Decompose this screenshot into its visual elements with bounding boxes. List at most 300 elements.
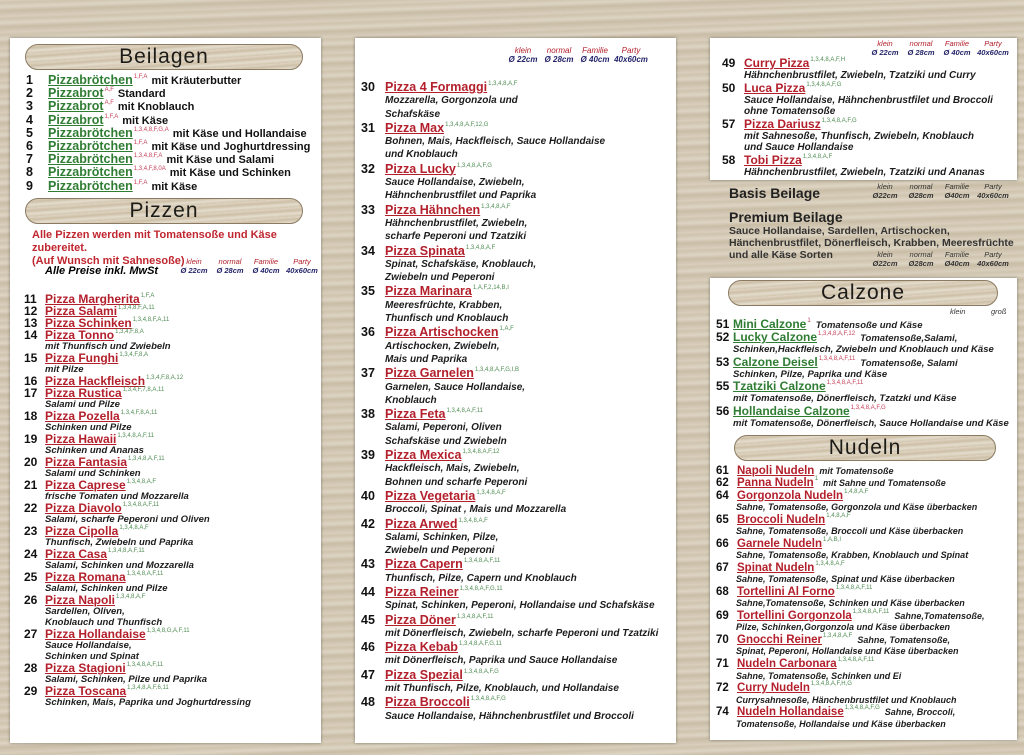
item-inline-desc: Tomatensoße,Salami, xyxy=(860,333,958,344)
allergen-codes: 1,3,4,8,A,F xyxy=(465,244,496,251)
menu-item xyxy=(24,456,251,479)
item-number: 67 xyxy=(716,561,729,574)
allergen-codes: A,F xyxy=(104,87,114,94)
menu-item-line xyxy=(24,628,251,640)
menu-item xyxy=(361,284,658,325)
item-name[interactable]: Curry Nudeln xyxy=(737,682,810,695)
menu-item xyxy=(716,465,985,477)
item-description: mit Pilze xyxy=(45,364,84,375)
allergen-codes: A,F xyxy=(104,100,114,107)
basis-beilage-label: Basis Beilage xyxy=(729,185,821,201)
menu-item-line xyxy=(24,456,251,468)
item-name[interactable]: Pizza Diavolo xyxy=(45,501,122,515)
menu-list xyxy=(716,465,985,731)
item-name[interactable]: Pizza Lucky xyxy=(385,161,456,176)
menu-item xyxy=(24,662,251,685)
item-number: 9 xyxy=(26,178,33,193)
item-number: 18 xyxy=(24,409,38,423)
menu-item-line xyxy=(24,571,251,583)
menu-item-line xyxy=(722,154,993,167)
menu-list xyxy=(26,74,310,193)
item-description: Knoblauch und Thunfisch xyxy=(45,617,163,628)
size-label: Familie xyxy=(582,46,608,55)
item-name[interactable]: Garnele Nudeln xyxy=(737,537,822,550)
item-number: 14 xyxy=(24,328,38,342)
menu-item xyxy=(716,634,985,658)
item-description: Salami und Schinken xyxy=(45,468,141,479)
menu-item-line xyxy=(716,477,985,489)
item-name[interactable]: Pizzabrötchen xyxy=(48,125,133,140)
item-name[interactable]: Tobi Pizza xyxy=(744,152,802,167)
allergen-codes: 1,3,4,8,A,F,G,I,B xyxy=(474,367,519,374)
menu-item-line xyxy=(24,410,251,422)
item-name[interactable]: Spinat Nudeln xyxy=(737,561,815,574)
item-description: Spinat, Peperoni, Hollandaise und Käse überbacken xyxy=(736,646,959,657)
allergen-codes: 1,3,4,8,A,F,G xyxy=(470,696,506,703)
menu-item-line xyxy=(716,562,985,574)
item-name[interactable]: Pizza Vegetaria xyxy=(385,488,476,503)
pizza-note-line: (Auf Wunsch mit Sahnesoße) xyxy=(32,255,185,267)
menu-item xyxy=(716,658,985,682)
item-name[interactable]: Pizzabrötchen xyxy=(48,138,133,153)
item-description: Sahne, Tomatensoße, Gorgonzola und Käse überbacken xyxy=(736,501,978,512)
item-name[interactable]: Pizza Feta xyxy=(385,407,446,422)
item-name[interactable]: Pizza Toscana xyxy=(45,684,127,698)
item-number: 21 xyxy=(24,478,38,492)
item-number: 42 xyxy=(361,516,375,531)
item-description: mit Sahnesoße, Thunfisch, Zwiebeln, Knoblauch xyxy=(744,130,975,142)
item-number: 66 xyxy=(716,537,729,550)
item-name[interactable]: Pizza Max xyxy=(385,120,445,135)
allergen-codes: 1,3,4,8,F,G,A xyxy=(133,126,169,133)
item-number: 46 xyxy=(361,640,375,655)
item-description: Schinken, Mais, Paprika und Joghurtdressing xyxy=(45,697,251,708)
size-label: normal xyxy=(909,182,933,191)
menu-item xyxy=(24,628,251,662)
menu-item xyxy=(24,479,251,502)
item-number: 57 xyxy=(722,116,736,131)
allergen-codes: 1,4,8,A,F xyxy=(844,488,869,495)
item-number: 62 xyxy=(716,477,729,490)
item-name[interactable]: Pizza Reiner xyxy=(385,584,459,599)
item-number: 68 xyxy=(716,585,729,598)
item-description: Salami, Schinken und Mozzarella xyxy=(45,560,194,571)
item-number: 64 xyxy=(716,489,729,502)
menu-item-line xyxy=(722,118,993,131)
allergen-codes: 1,3,4,8,A,F,11 xyxy=(122,502,160,508)
size-value: Ø 28cm xyxy=(907,48,935,57)
size-value: Ø40cm xyxy=(944,259,970,268)
menu-item xyxy=(361,80,658,121)
item-name[interactable]: Pizza Hähnchen xyxy=(385,202,481,217)
item-name[interactable]: Pizza Casa xyxy=(45,547,108,561)
menu-item-line xyxy=(722,57,993,70)
item-number: 44 xyxy=(361,584,375,599)
item-name[interactable]: Curry Pizza xyxy=(744,56,810,70)
item-name[interactable]: Pizza Cipolla xyxy=(45,524,119,538)
item-name[interactable]: Pizza Pozella xyxy=(45,409,120,423)
item-description: Hähnchenbrustfilet, Zwiebeln, Tzatziki und Ananas xyxy=(744,166,985,178)
allergen-codes: 1,4,8,A,F xyxy=(826,512,851,519)
item-name[interactable]: Pizza Rustica xyxy=(45,386,122,400)
size-label: Familie xyxy=(253,257,279,266)
menu-item xyxy=(716,380,1009,405)
item-description: Salami, Peperoni, Oliven xyxy=(385,422,502,434)
item-name[interactable]: Pizza Spinata xyxy=(385,243,465,258)
item-name[interactable]: Pizza Schinken xyxy=(45,316,132,330)
menu-item-line xyxy=(716,356,1009,369)
item-name[interactable]: Pizza Romana xyxy=(45,570,126,584)
section-banner-nudeln: Nudeln xyxy=(734,435,996,461)
item-number: 17 xyxy=(24,386,38,400)
menu-item xyxy=(361,121,658,162)
item-number: 20 xyxy=(24,455,38,469)
item-name[interactable]: Calzone Deisel xyxy=(733,354,818,369)
item-number: 52 xyxy=(716,330,730,344)
size-value: Ø28cm xyxy=(908,191,934,200)
size-column xyxy=(541,46,577,64)
size-label: Party xyxy=(984,250,1002,259)
allergen-codes: 1,3,4,F,8,A,11 xyxy=(120,410,158,416)
item-name[interactable]: Pizzabrötchen xyxy=(48,178,133,193)
item-number: 61 xyxy=(716,465,729,477)
allergen-codes: 1,F,A xyxy=(104,113,119,120)
menu-item xyxy=(716,356,1009,381)
allergen-codes: 1,3,4,8,A,F,11 xyxy=(826,380,864,386)
item-number: 43 xyxy=(361,557,375,572)
size-column xyxy=(939,39,975,57)
item-name[interactable]: Pizza Capern xyxy=(385,557,463,572)
item-name[interactable]: Pizza Garnelen xyxy=(385,366,474,381)
menu-item-line xyxy=(361,585,658,599)
item-name[interactable]: Hollandaise Calzone xyxy=(733,403,850,418)
menu-item xyxy=(361,695,658,723)
right-top-panel xyxy=(710,38,1017,180)
item-number: 22 xyxy=(24,501,38,515)
item-number: 7 xyxy=(26,152,33,167)
item-description: Sauce Hollandaise, xyxy=(45,640,132,651)
menu-item xyxy=(722,82,993,118)
size-label: Party xyxy=(293,257,311,266)
item-description: Sahne, Tomatensoße, Schinken und Ei xyxy=(736,670,902,681)
item-inline-desc: mit Kräuterbutter xyxy=(151,75,242,87)
menu-item xyxy=(24,525,251,548)
item-description: Zwiebeln und Peperoni xyxy=(385,545,495,557)
item-name[interactable]: Pizza Mexica xyxy=(385,448,462,463)
allergen-codes: 1,3,4,8,A,F,G xyxy=(806,81,842,88)
menu-item xyxy=(24,329,251,352)
menu-item-line xyxy=(24,352,251,364)
item-name[interactable]: Napoli Nudeln xyxy=(737,465,815,477)
item-number: 25 xyxy=(24,570,38,584)
allergen-codes: 1,3,4,F,8,0A xyxy=(133,166,166,173)
item-description: Sauce Hollandaise, Hähnchenbrustfilet und Broccoli xyxy=(385,710,634,722)
item-number: 33 xyxy=(361,202,375,217)
premium-beilage-label: Premium Beilage xyxy=(729,209,843,225)
allergen-codes: 1,3,4,8,A,F,G,11 xyxy=(458,641,502,648)
item-description: und Sauce Hollandaise xyxy=(744,142,854,153)
item-description: Salami, Schinken und Pilze xyxy=(45,583,168,594)
item-name[interactable]: Nudeln Carbonara xyxy=(737,658,837,671)
allergen-codes: 1,3,4,8,A,F,11 xyxy=(126,571,164,577)
item-number: 50 xyxy=(722,80,736,95)
item-name[interactable]: Pizzabrot xyxy=(48,112,104,127)
allergen-codes: 1,3,4,8,A,F,H xyxy=(810,57,846,63)
item-description: Schafskäse und Zwiebeln xyxy=(385,435,507,447)
menu-list xyxy=(24,293,251,708)
allergen-codes: 1,3,4,8,A,F,G xyxy=(850,404,886,411)
item-name[interactable]: Tzatziki Calzone xyxy=(733,379,826,393)
menu-item-line xyxy=(361,557,658,571)
menu-item-line xyxy=(361,489,658,503)
size-value: Ø28cm xyxy=(908,259,934,268)
menu-item-line xyxy=(716,682,985,694)
menu-item-line xyxy=(24,502,251,514)
menu-item-line xyxy=(716,331,1009,344)
item-name[interactable]: Pizza Döner xyxy=(385,612,456,627)
section-banner-calzone: Calzone xyxy=(728,280,998,306)
allergen-codes: 1,3,4,8,A,F,12 xyxy=(818,331,856,337)
menu-item xyxy=(24,410,251,433)
menu-item xyxy=(361,517,658,558)
item-description: Broccoli, Spinat , Mais und Mozzarella xyxy=(385,504,567,516)
allergen-codes: 1,3,4,8,A,F,11 xyxy=(446,408,484,415)
allergen-codes: 1,3,4,8,A,F,11 xyxy=(117,433,154,439)
item-name[interactable]: Pizzabrötchen xyxy=(48,165,133,180)
item-description: Artischocken, Zwiebeln, xyxy=(385,340,500,352)
allergen-codes: 1,3,4,8,A,F xyxy=(815,560,845,567)
item-name[interactable]: Pizzabrötchen xyxy=(48,73,133,87)
allergen-codes: 1,3,4,8,A,F,11 xyxy=(852,609,890,616)
item-name[interactable]: Gnocchi Reiner xyxy=(737,634,822,647)
item-name[interactable]: Nudeln Hollandaise xyxy=(737,706,844,719)
menu-item-line xyxy=(716,634,985,646)
item-name[interactable]: Tortellini Al Forno xyxy=(737,585,835,598)
item-name[interactable]: Pizza Dariusz xyxy=(744,116,821,131)
size-label-klein: klein xyxy=(950,307,966,316)
item-number: 47 xyxy=(361,667,375,682)
item-name[interactable]: Pizza Salami xyxy=(45,304,118,318)
item-description: Schinken und Ananas xyxy=(45,445,144,456)
item-name[interactable]: Pizza Fantasia xyxy=(45,455,128,469)
size-column xyxy=(613,46,649,64)
item-name[interactable]: Pizza Hollandaise xyxy=(45,627,146,641)
item-number: 71 xyxy=(716,658,729,671)
item-number: 4 xyxy=(26,112,33,127)
item-name[interactable]: Broccoli Nudeln xyxy=(737,513,826,526)
item-description: mit Dönerfleisch, Paprika und Sauce Hollandaise xyxy=(385,655,618,667)
menu-item-line xyxy=(361,613,658,627)
item-name[interactable]: Pizza Margherita xyxy=(45,292,140,306)
item-name[interactable]: Pizzabrötchen xyxy=(48,152,133,167)
size-value: 40x60cm xyxy=(286,266,318,275)
item-number: 55 xyxy=(716,379,730,393)
allergen-codes: 1 xyxy=(814,476,819,483)
menu-item xyxy=(722,154,993,179)
item-name[interactable]: Pizza Stagioni xyxy=(45,661,126,675)
item-name[interactable]: Pizza Funghi xyxy=(45,351,119,365)
allergen-codes: 1,F,A xyxy=(133,179,148,186)
item-name[interactable]: Lucky Calzone xyxy=(733,330,818,344)
menu-item xyxy=(24,433,251,456)
menu-item xyxy=(24,594,251,628)
item-number: 30 xyxy=(361,80,375,94)
size-value: Ø 28cm xyxy=(216,266,244,275)
item-name[interactable]: Pizza Artischocken xyxy=(385,325,499,340)
item-description: mit Dönerfleisch, Zwiebeln, scharfe Peperoni und Tzatziki xyxy=(385,627,659,639)
item-name[interactable]: Pizza Tonno xyxy=(45,328,115,342)
menu-item xyxy=(361,203,658,244)
allergen-codes: 1,3,4,8,A,F xyxy=(458,517,488,524)
size-column xyxy=(903,39,939,57)
menu-item-line xyxy=(24,594,251,606)
item-name[interactable]: Pizza 4 Formaggi xyxy=(385,80,488,94)
item-name[interactable]: Pizza Broccoli xyxy=(385,695,470,710)
size-column xyxy=(939,182,975,200)
item-number: 51 xyxy=(716,317,730,331)
allergen-codes: 1,3,4,8,A,F xyxy=(476,489,506,496)
item-name[interactable]: Pizza Caprese xyxy=(45,478,126,492)
item-description: Salami, Schinken, Pilze und Paprika xyxy=(45,674,208,685)
menu-item-line xyxy=(361,80,658,94)
menu-list xyxy=(716,318,1009,429)
size-value: Ø 22cm xyxy=(508,55,538,64)
item-description: Pilze, Schinken,Gorgonzola und Käse überbacken xyxy=(736,622,951,633)
size-column xyxy=(248,257,284,275)
size-column xyxy=(939,250,975,268)
menu-item-line xyxy=(361,640,658,654)
item-name[interactable]: Pizza Hackfleisch xyxy=(45,374,146,388)
allergen-codes: 1,3,4,8,A,F,H,G xyxy=(810,681,852,688)
item-number: 5 xyxy=(26,125,33,140)
menu-item-line xyxy=(716,706,985,718)
allergen-codes: 1,3,4,8,A,F,11 xyxy=(835,584,873,591)
item-inline-desc: mit Käse und Salami xyxy=(166,154,275,167)
size-label-gross: groß xyxy=(991,307,1007,316)
item-name[interactable]: Pizzabrot xyxy=(48,86,104,101)
menu-item-line xyxy=(716,658,985,670)
menu-item-line xyxy=(716,514,985,526)
item-name[interactable]: Panna Nudeln xyxy=(737,477,814,490)
menu-item-line xyxy=(361,668,658,682)
item-number: 15 xyxy=(24,351,38,365)
menu-item-line xyxy=(24,662,251,674)
right-bottom-panel xyxy=(710,278,1017,740)
item-description: Zwiebeln und Peperoni xyxy=(385,272,495,284)
item-description: Spinat, Schafskäse, Knoblauch, xyxy=(385,258,537,270)
item-description: Schinken und Pilze xyxy=(45,422,132,433)
size-label: klein xyxy=(877,39,893,48)
item-name[interactable]: Luca Pizza xyxy=(744,80,806,95)
size-value: Ø 22cm xyxy=(871,48,899,57)
size-column xyxy=(903,250,939,268)
size-header xyxy=(176,257,320,275)
item-number: 27 xyxy=(24,627,38,641)
item-number: 56 xyxy=(716,403,730,418)
size-value: Ø 40cm xyxy=(943,48,971,57)
item-description: Mais und Paprika xyxy=(385,353,468,365)
item-name[interactable]: Gorgonzola Nudeln xyxy=(737,489,844,502)
size-column xyxy=(176,257,212,275)
item-description: Thunfisch, Zwiebeln und Paprika xyxy=(45,537,194,548)
item-name[interactable]: Mini Calzone xyxy=(733,317,807,331)
size-value: Ø40cm xyxy=(944,191,970,200)
item-description: Sardellen, Oliven, xyxy=(45,606,125,617)
item-name[interactable]: Pizzabrot xyxy=(48,99,104,114)
menu-item-line xyxy=(716,538,985,550)
allergen-codes: 1,3,4,8,A,F xyxy=(119,525,149,531)
item-number: 12 xyxy=(24,304,38,318)
size-label: normal xyxy=(909,39,933,48)
item-description: Hackfleisch, Mais, Zwiebeln, xyxy=(385,463,520,475)
item-description: Mozzarella, Gorgonzola und xyxy=(385,95,518,107)
item-description: Bohnen, Mais, Hackfleisch, Sauce Hollandaise xyxy=(385,136,606,148)
item-name[interactable]: Pizza Marinara xyxy=(385,284,472,299)
item-number: 65 xyxy=(716,513,729,526)
menu-item-line xyxy=(361,121,658,135)
item-description: mit Thunfisch, Pilze, Knoblauch, und Hollandaise xyxy=(385,683,619,695)
item-inline-desc: mit Tomatensoße xyxy=(819,466,894,476)
item-description: Thunfisch und Knoblauch xyxy=(385,313,509,325)
allergen-codes: 1,F,A xyxy=(133,139,148,146)
menu-item xyxy=(24,548,251,571)
size-value: Ø 40cm xyxy=(580,55,610,64)
size-header xyxy=(505,46,649,64)
item-number: 34 xyxy=(361,243,375,258)
item-name[interactable]: Tortellini Gorgonzola xyxy=(737,610,852,623)
menu-item-line xyxy=(361,325,658,339)
item-description: Sauce Hollandaise, Hähnchenbrustfilet und Broccoli xyxy=(744,94,993,106)
item-description: Thunfisch, Pilze, Capern und Knoblauch xyxy=(385,572,577,584)
allergen-codes: 1,3,4,8,A,F xyxy=(481,203,511,210)
item-name[interactable]: Pizza Spezial xyxy=(385,667,463,682)
item-name[interactable]: Pizza Kebab xyxy=(385,640,458,655)
menu-item xyxy=(24,685,251,708)
size-label: normal xyxy=(218,257,242,266)
item-inline-desc: mit Käse und Hollandaise xyxy=(172,127,307,140)
size-column xyxy=(975,39,1011,57)
menu-item-line xyxy=(361,284,658,298)
item-number: 19 xyxy=(24,432,38,446)
allergen-codes: 1,3,4,8,A,F,11 xyxy=(818,355,856,362)
item-name[interactable]: Pizza Napoli xyxy=(45,593,116,607)
allergen-codes: 1,3,4,8,F,A,11 xyxy=(132,317,170,323)
allergen-codes: 1,3,4,8,F,A xyxy=(133,153,163,160)
item-number: 45 xyxy=(361,612,375,627)
item-number: 40 xyxy=(361,488,375,503)
menu-item xyxy=(361,325,658,366)
item-name[interactable]: Pizza Hawaii xyxy=(45,432,117,446)
item-description: Hähnchenbrustfilet und Paprika xyxy=(385,190,537,202)
menu-item xyxy=(24,387,251,410)
allergen-codes: 1,3,4,8,A,F,12,G xyxy=(445,121,489,128)
item-inline-desc: Sahne,Tomatensoße, xyxy=(894,611,985,622)
item-description: Hähnchenbrustfilet, Zwiebeln, xyxy=(385,217,528,229)
menu-item-line xyxy=(361,203,658,217)
menu-item xyxy=(716,682,985,706)
item-name[interactable]: Pizza Arwed xyxy=(385,516,458,531)
menu-item xyxy=(716,331,1009,356)
item-description: Sahne, Tomatensoße, Krabben, Knoblauch und Spinat xyxy=(736,550,969,561)
menu-item xyxy=(361,613,658,641)
desc-line: Hänchenbrustfilet, Dönerfleisch, Krabben, Meeresfrüchte xyxy=(729,237,1014,249)
size-value: 40x60cm xyxy=(614,55,648,64)
vat-note: Alle Preise inkl. MwSt xyxy=(45,265,159,277)
left-menu-panel xyxy=(10,38,321,743)
menu-item xyxy=(24,502,251,525)
item-inline-desc: mit Sahne und Tomatensoße xyxy=(823,478,946,489)
size-label: normal xyxy=(909,250,933,259)
